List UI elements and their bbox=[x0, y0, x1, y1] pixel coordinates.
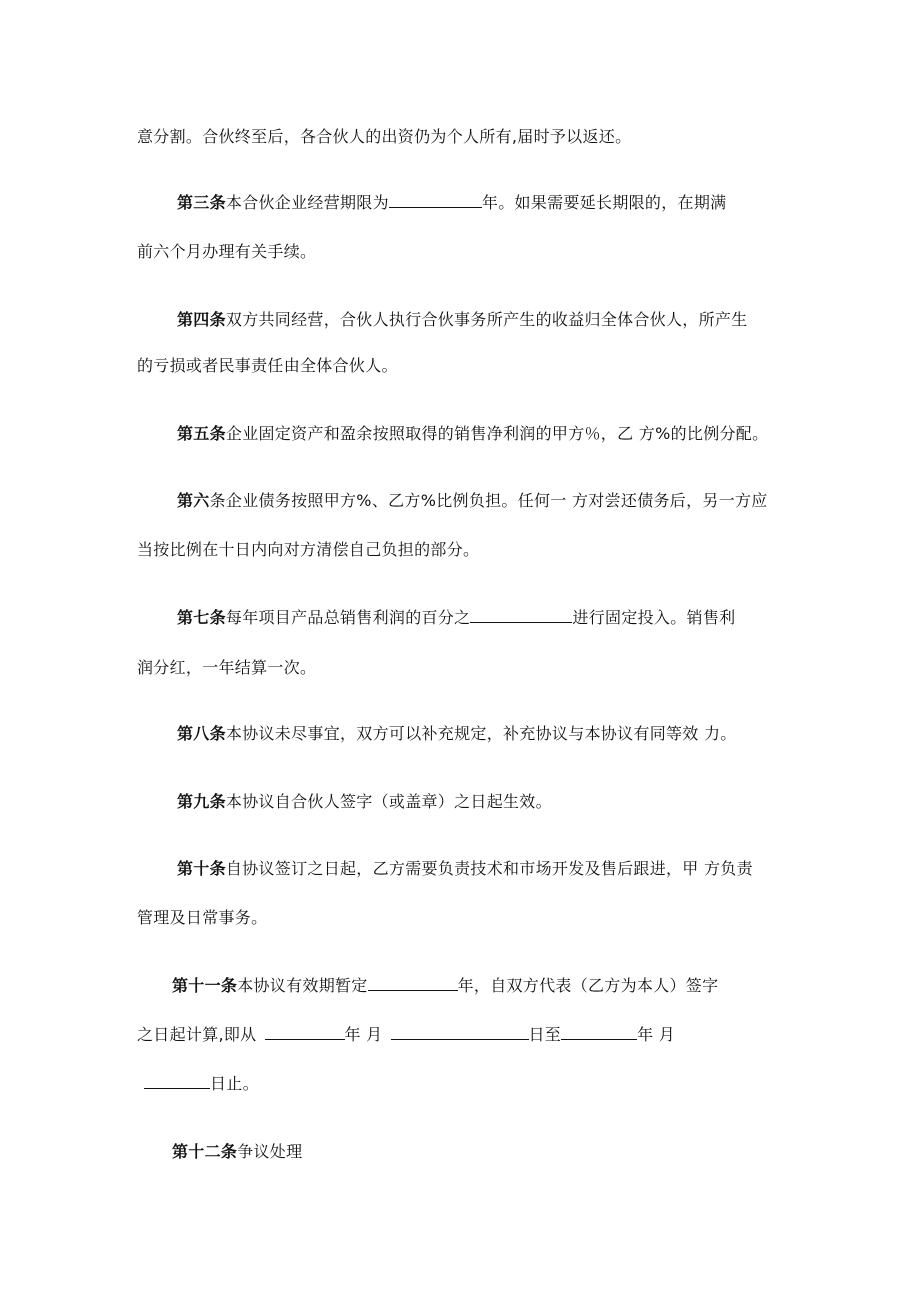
article-11-end-line bbox=[144, 1074, 259, 1094]
article-6 bbox=[177, 491, 768, 511]
fill-in-blank-year bbox=[561, 1025, 637, 1040]
article-text: 之日起计算,即从 bbox=[137, 1025, 257, 1044]
article-text: 管理及日常事务。 bbox=[137, 908, 268, 927]
article-heading: 第七条 bbox=[177, 608, 226, 627]
article-8 bbox=[177, 724, 737, 744]
article-9 bbox=[177, 792, 552, 812]
article-text: 年 月 bbox=[344, 1025, 383, 1044]
article-heading: 第八条 bbox=[177, 724, 226, 743]
article-text: 年。如果需要延长期限的，在期满 bbox=[481, 193, 727, 212]
article-4 bbox=[177, 310, 748, 330]
article-text: 年 月 bbox=[637, 1025, 676, 1044]
article-7 bbox=[177, 608, 735, 628]
article-text: 本合伙企业经营期限为 bbox=[225, 193, 389, 212]
article-11 bbox=[172, 976, 718, 996]
article-6-continuation bbox=[137, 540, 479, 560]
fill-in-blank bbox=[389, 193, 482, 208]
paragraph-text: 意分割。合伙终至后，各合伙人的出资仍为个人所有,届时予以返还。 bbox=[137, 127, 632, 146]
article-5 bbox=[177, 424, 768, 444]
article-text: 双方共同经营，合伙人执行合伙事务所产生的收益归全体合伙人，所产生 bbox=[225, 310, 748, 329]
article-heading: 第十条 bbox=[177, 859, 226, 878]
article-heading: 第六 bbox=[177, 491, 210, 510]
fill-in-blank bbox=[368, 976, 458, 991]
article-12 bbox=[172, 1142, 302, 1162]
article-heading: 第五条 bbox=[177, 424, 226, 443]
article-text: 本协议自合伙人签字（或盖章）之日起生效。 bbox=[225, 792, 552, 811]
article-heading: 第四条 bbox=[177, 310, 226, 329]
article-text: 的亏损或者民事责任由全体合伙人。 bbox=[137, 356, 398, 375]
article-text: 日止。 bbox=[210, 1074, 259, 1093]
article-3-continuation bbox=[137, 242, 316, 262]
article-text: 每年项目产品总销售利润的百分之 bbox=[225, 608, 471, 627]
article-3 bbox=[177, 193, 726, 213]
fill-in-blank-year bbox=[265, 1025, 345, 1040]
article-heading: 第九条 bbox=[177, 792, 226, 811]
article-text: 本协议未尽事宜，双方可以补充规定，补充协议与本协议有同等效 力。 bbox=[225, 724, 737, 743]
article-text: 条企业债务按照甲方%、乙方%比例负担。任何一 方对尝还债务后，另一方应 bbox=[209, 491, 768, 510]
article-text: 争议处理 bbox=[237, 1142, 303, 1161]
fill-in-blank-day bbox=[391, 1025, 529, 1040]
article-10-continuation bbox=[137, 908, 267, 928]
article-text: 润分红，一年结算一次。 bbox=[137, 658, 317, 677]
article-text: 年，自双方代表（乙方为本人）签字 bbox=[457, 976, 719, 995]
article-text: 自协议签订之日起，乙方需要负责技术和市场开发及售后跟进，甲 方负责 bbox=[225, 859, 753, 878]
article-text: 前六个月办理有关手续。 bbox=[137, 242, 317, 261]
article-7-continuation bbox=[137, 658, 316, 678]
article-text: 本协议有效期暂定 bbox=[237, 976, 368, 995]
fill-in-blank-day bbox=[144, 1074, 210, 1089]
article-text: 企业固定资产和盈余按照取得的销售净利润的甲方％，乙 方%的比例分配。 bbox=[225, 424, 769, 443]
article-text: 进行固定投入。销售利 bbox=[572, 608, 736, 627]
article-10 bbox=[177, 859, 753, 879]
article-11-date-line bbox=[137, 1025, 675, 1045]
fill-in-blank bbox=[470, 608, 572, 623]
article-text: 当按比例在十日内向对方清偿自己负担的部分。 bbox=[137, 540, 480, 559]
article-heading: 第十二条 bbox=[172, 1142, 238, 1161]
article-heading: 第三条 bbox=[177, 193, 226, 212]
article-text: 日至 bbox=[528, 1025, 562, 1044]
article-4-continuation bbox=[137, 356, 398, 376]
article-heading: 第十一条 bbox=[172, 976, 238, 995]
paragraph-line bbox=[137, 127, 631, 147]
